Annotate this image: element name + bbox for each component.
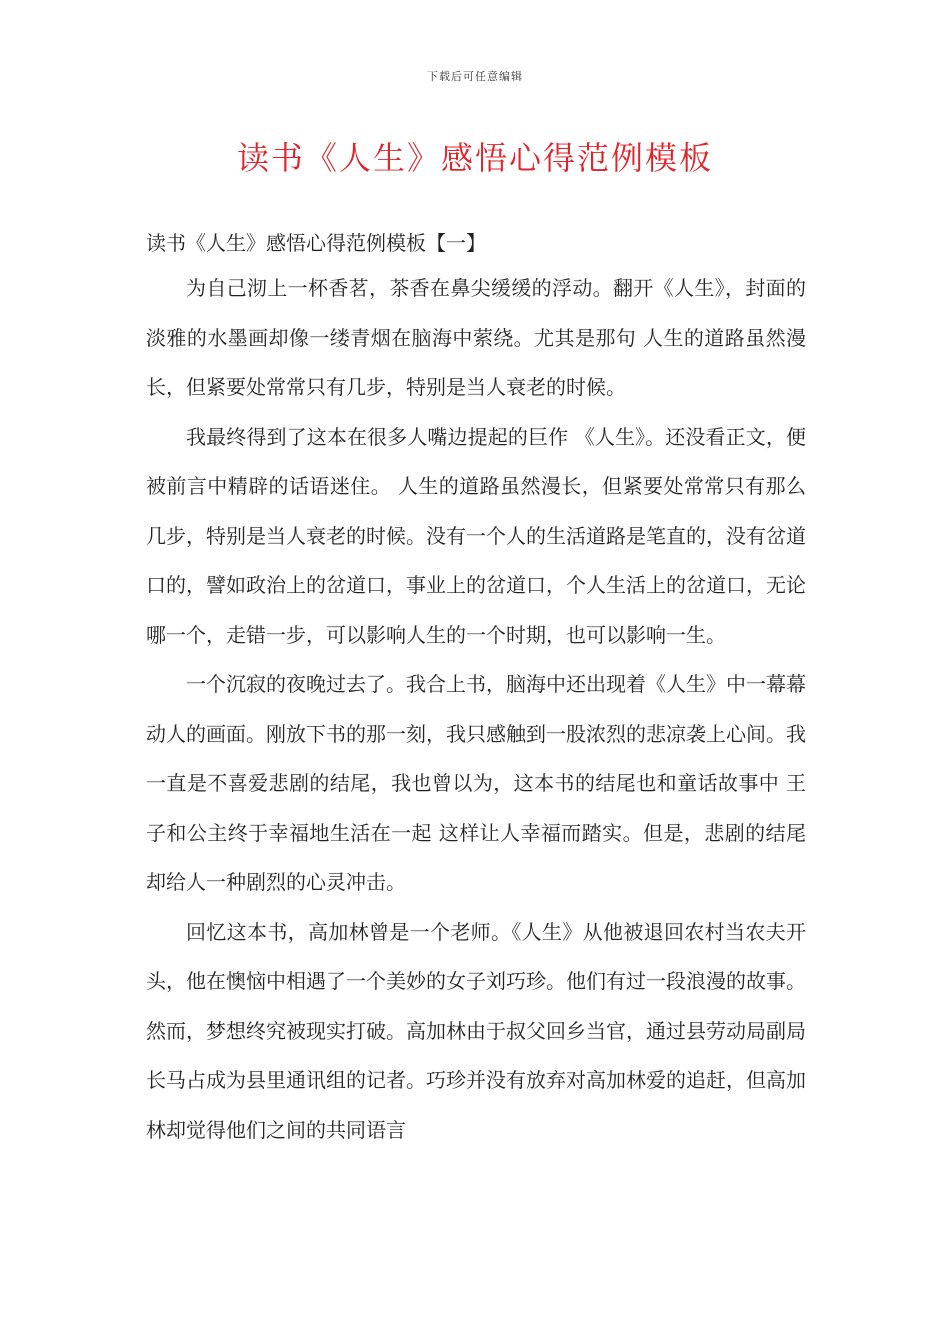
header-note: 下载后可任意编辑 <box>427 70 523 83</box>
paragraph: 一个沉寂的夜晚过去了。我合上书，脑海中还出现着《人生》中一幕幕动人的画面。刚放下书的那一刻，我只感触到一股浓烈的悲凉袭上心间。我一直是不喜爱悲剧的结尾，我也曾以为，这本书的结尾也和童话故事中 王子和公主终于幸福地生活在一起 这样让人幸福而踏实。但是，悲剧的结尾却给人一种剧烈的心灵冲击。 <box>146 672 806 894</box>
document-body <box>146 226 806 1155</box>
paragraph: 我最终得到了这本在很多人嘴边提起的巨作 《人生》。还没看正文，便被前言中精辟的话语迷住。 人生的道路虽然漫长，但紧要处常常只有那么几步，特别是当人衰老的时候。没有一个人的生活道路是笔直的，没有岔道口的，譬如政治上的岔道口，事业上的岔道口，个人生活上的岔道口，无论哪一个，走错一步，可以影响人生的一个时期，也可以影响一生。 <box>146 424 806 647</box>
section-heading: 读书《人生》感悟心得范例模板【一】 <box>146 231 486 255</box>
document-title: 读书《人生》感悟心得范例模板 <box>236 139 713 177</box>
paragraph: 回忆这本书，高加林曾是一个老师。《人生》从他被退回农村当农夫开头，他在懊恼中相遇了一个美妙的女子刘巧珍。他们有过一段浪漫的故事。然而，梦想终究被现实打破。高加林由于叔父回乡当官，通过县劳动局副局长马占成为县里通讯组的记者。巧珍并没有放弃对高加林爱的追赶，但高加林却觉得他们之间的共同语言 <box>146 919 806 1142</box>
paragraph: 为自己沏上一杯香茗，茶香在鼻尖缓缓的浮动。翻开《人生》，封面的淡雅的水墨画却像一缕青烟在脑海中萦绕。尤其是那句 人生的道路虽然漫长，但紧要处常常只有几步，特别是当人衰老的时候。 <box>146 276 806 399</box>
